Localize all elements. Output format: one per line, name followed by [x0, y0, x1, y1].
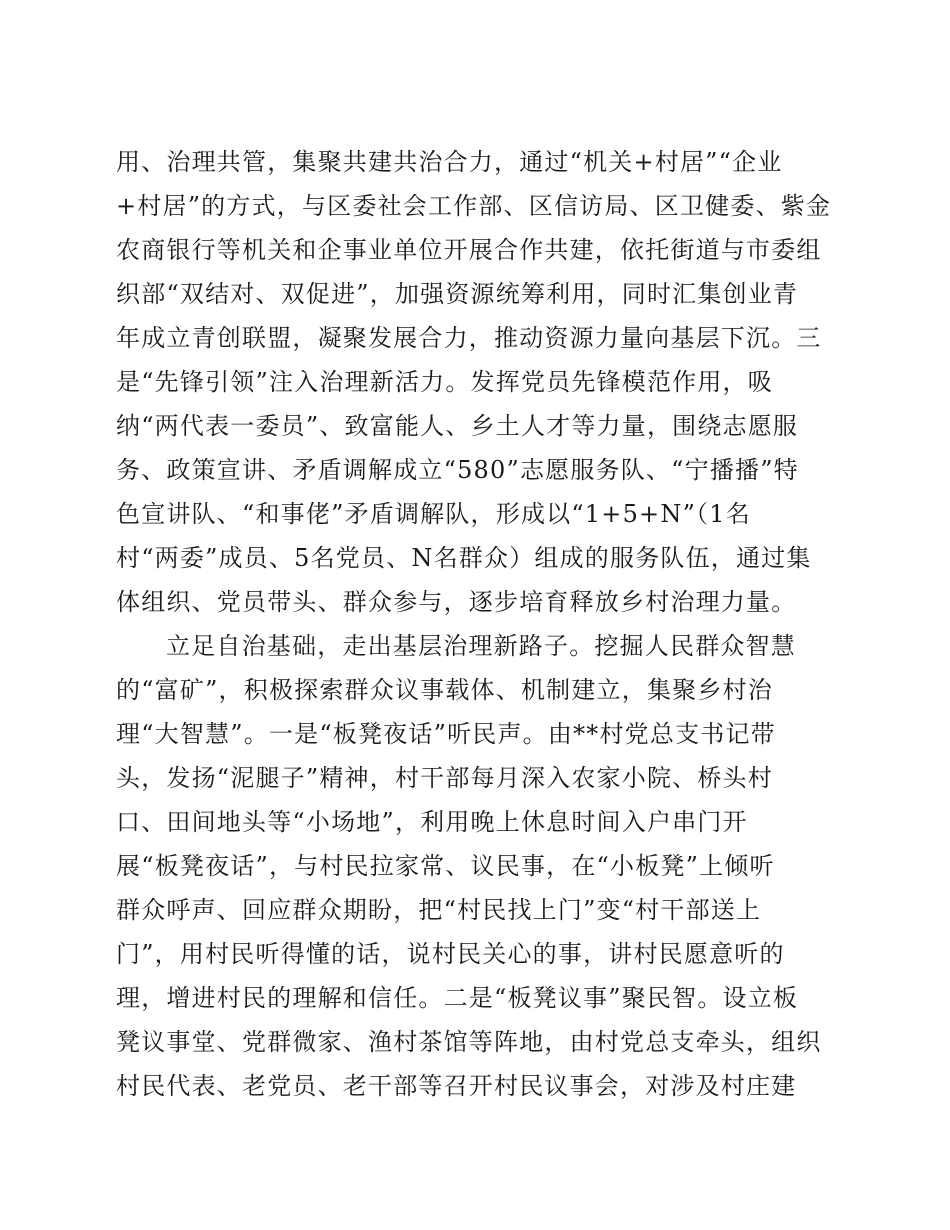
text-line: 凳议事堂、党群微家、渔村茶馆等阵地，由村党总支牵头，组织 [116, 1028, 822, 1056]
text-line: 群众呼声、回应群众期盼，把“村民找上门”变“村干部送上 [116, 896, 762, 924]
text-line: 理，增进村民的理解和信任。二是“板凳议事”聚民智。设立板 [116, 984, 799, 1012]
text-line: 色宣讲队、“和事佬”矛盾调解队，形成以“1+5+N”（1名 [116, 500, 751, 528]
text-line: 体组织、党员带头、群众参与，逐步培育释放乡村治理力量。 [116, 588, 797, 616]
text-line: +村居”的方式，与区委社会工作部、区信访局、区卫健委、紫金 [116, 192, 832, 220]
text-line: 口、田间地头等“小场地”，利用晚上休息时间入户串门开 [116, 808, 748, 836]
text-line: 展“板凳夜话”，与村民拉家常、议民事，在“小板凳”上倾听 [116, 852, 775, 880]
text-line: 是“先锋引领”注入治理新活力。发挥党员先锋模范作用，吸 [116, 368, 773, 396]
text-line: 年成立青创联盟，凝聚发展合力，推动资源力量向基层下沉。三 [116, 324, 822, 352]
paragraph-start-line: 立足自治基础，走出基层治理新路子。挖掘人民群众智慧 [166, 632, 796, 660]
text-line: 村民代表、老党员、老干部等召开村民议事会，对涉及村庄建 [116, 1072, 797, 1100]
text-line: 务、政策宣讲、矛盾调解成立“580”志愿服务队、“宁播播”特 [116, 456, 799, 484]
text-line: 用、治理共管，集聚共建共治合力，通过“机关+村居”“企业 [116, 148, 783, 176]
text-line: 理“大智慧”。一是“板凳夜话”听民声。由**村党总支书记带 [116, 720, 776, 748]
text-line: 门”，用村民听得懂的话，说村民关心的事，讲村民愿意听的 [116, 940, 785, 968]
body-text [116, 140, 836, 1108]
text-line: 农商银行等机关和企事业单位开展合作共建，依托街道与市委组 [116, 236, 822, 264]
text-line: 头，发扬“泥腿子”精神，村干部每月深入农家小院、桥头村 [116, 764, 773, 792]
text-line: 的“富矿”，积极探索群众议事载体、机制建立，集聚乡村治 [116, 676, 773, 704]
text-line: 村“两委”成员、5名党员、N名群众）组成的服务队伍，通过集 [116, 544, 812, 572]
text-line: 织部“双结对、双促进”，加强资源统筹利用，同时汇集创业青 [116, 280, 799, 308]
text-line: 纳“两代表一委员”、致富能人、乡土人才等力量，围绕志愿服 [116, 412, 799, 440]
